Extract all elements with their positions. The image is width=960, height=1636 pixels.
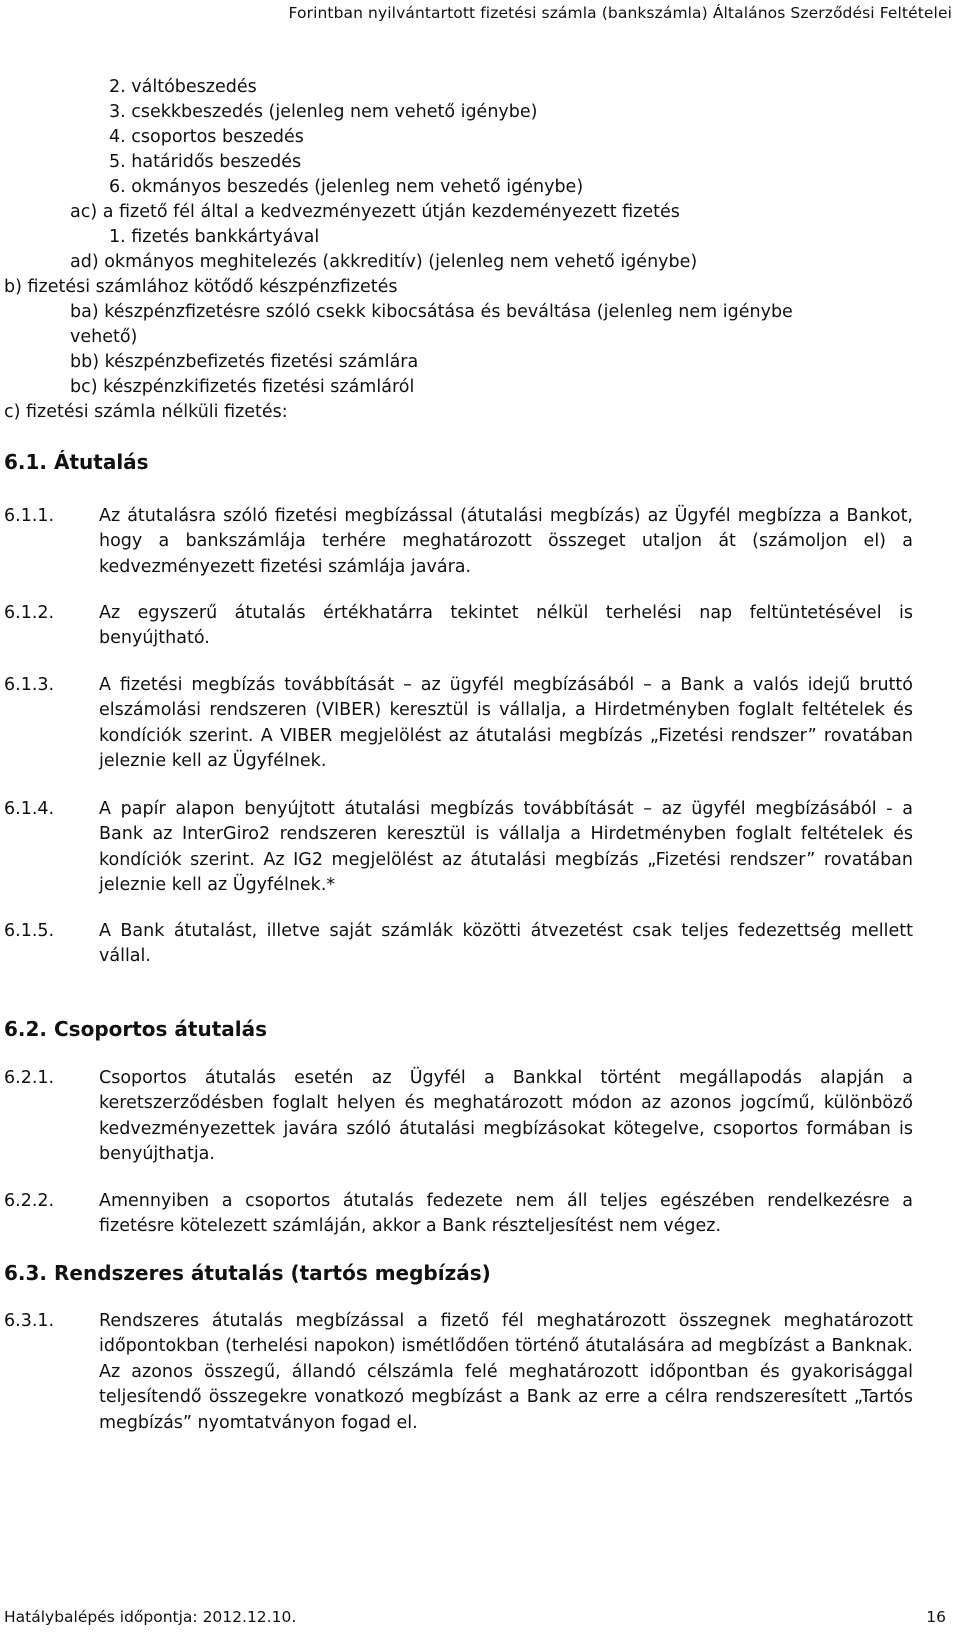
paragraph-6-2-2 [4, 1189, 913, 1240]
list-item: ac) a fizető fél által a kedvezményezett útján kezdeményezett fizetés [70, 202, 680, 222]
list-item: bc) készpénzkifizetés fizetési számláról [70, 377, 415, 397]
list-item: 2. váltóbeszedés [109, 77, 257, 97]
paragraph-number: 6.3.1. [4, 1311, 55, 1331]
paragraph-text: Az átutalásra szóló fizetési megbízással (átutalási megbízás) az Ügyfél megbízza a Bankot, hogy a bankszámlája terhére meghatározott összeget utaljon át (számoljon el) a kedvezményezett fizetési számlája javára. [99, 506, 913, 577]
paragraph-6-1-4 [4, 797, 913, 899]
effective-date: Hatálybalépés időpontja: 2012.12.10. [4, 1608, 297, 1626]
list-item: bb) készpénzbefizetés fizetési számlára [70, 352, 419, 372]
section-heading-6-2: 6.2. Csoportos átutalás [4, 1017, 268, 1041]
paragraph-text: Csoportos átutalás esetén az Ügyfél a Bankkal történt megállapodás alapján a keretszerződésben foglalt helyen és meghatározott módon az azonos jogcímű, különböző kedvezményezettek javára szóló átutalási megbízásokat kötegelve, csoportos formában is benyújthatja. [99, 1068, 913, 1165]
paragraph-text: A fizetési megbízás továbbítását – az ügyfél megbízásából – a Bank a valós idejű bruttó elszámolási rendszeren (VIBER) keresztül is vállalja, a Hirdetményben foglalt feltételek és kondíciók szerint. A VIBER megjelölést az átutalási megbízás „Fizetési rendszer” rovatában jeleznie kell az Ügyfélnek. [99, 675, 913, 772]
paragraph-6-1-2 [4, 601, 913, 652]
document-header: Forintban nyilvántartott fizetési számla (bankszámla) Általános Szerződési Feltételei [288, 4, 952, 22]
list-item: 4. csoportos beszedés [109, 127, 304, 147]
page-number: 16 [926, 1608, 946, 1626]
paragraph-number: 6.2.2. [4, 1191, 55, 1211]
list-item: ba) készpénzfizetésre szóló csekk kibocsátása és beváltása (jelenleg nem igénybe [70, 302, 793, 322]
paragraph-text: A Bank átutalást, illetve saját számlák közötti átvezetést csak teljes fedezettség mellett vállal. [99, 921, 913, 967]
list-item: 3. csekkbeszedés (jelenleg nem vehető igénybe) [109, 102, 538, 122]
list-item: ad) okmányos meghitelezés (akkreditív) (jelenleg nem vehető igénybe) [70, 252, 698, 272]
paragraph-6-1-3 [4, 673, 913, 775]
paragraph-6-1-1 [4, 504, 913, 580]
paragraph-number: 6.1.2. [4, 603, 55, 623]
paragraph-6-2-1 [4, 1066, 913, 1168]
paragraph-number: 6.1.3. [4, 675, 55, 695]
list-item: b) fizetési számlához kötődő készpénzfizetés [4, 277, 398, 297]
list-item: c) fizetési számla nélküli fizetés: [4, 402, 288, 422]
paragraph-text: Az egyszerű átutalás értékhatárra tekintet nélkül terhelési nap feltüntetésével is benyújtható. [99, 603, 913, 649]
section-heading-6-3: 6.3. Rendszeres átutalás (tartós megbízás) [4, 1261, 491, 1285]
paragraph-number: 6.1.5. [4, 921, 55, 941]
paragraph-text: Rendszeres átutalás megbízással a fizető fél meghatározott összegnek meghatározott időpontokban (terhelési napokon) ismétlődően történő átutalására ad megbízást a Banknak. Az azonos összegű, állandó célszámla felé meghatározott időpontban és gyakorisággal teljesítendő összegekre vonatkozó megbízást a Bank az erre a célra rendszeresített „Tartós megbízás” nyomtatványon fogad el. [99, 1311, 913, 1433]
paragraph-number: 6.1.1. [4, 506, 55, 526]
paragraph-6-1-5 [4, 919, 913, 970]
paragraph-number: 6.1.4. [4, 799, 55, 819]
list-item: 1. fizetés bankkártyával [109, 227, 320, 247]
paragraph-6-3-1 [4, 1309, 913, 1436]
list-item: vehető) [70, 327, 138, 347]
list-item: 5. határidős beszedés [109, 152, 302, 172]
section-heading-6-1: 6.1. Átutalás [4, 450, 149, 474]
paragraph-text: A papír alapon benyújtott átutalási megbízás továbbítását – az ügyfél megbízásából - a Bank az InterGiro2 rendszeren keresztül is vállalja a Hirdetményben foglalt feltételek és kondíciók szerint. Az IG2 megjelölést az átutalási megbízás „Fizetési rendszer” rovatában jeleznie kell az Ügyfélnek.* [99, 799, 913, 896]
list-item: 6. okmányos beszedés (jelenleg nem vehető igénybe) [109, 177, 584, 197]
paragraph-text: Amennyiben a csoportos átutalás fedezete nem áll teljes egészében rendelkezésre a fizetésre kötelezett számláján, akkor a Bank részteljesítést nem végez. [99, 1191, 913, 1237]
paragraph-number: 6.2.1. [4, 1068, 55, 1088]
